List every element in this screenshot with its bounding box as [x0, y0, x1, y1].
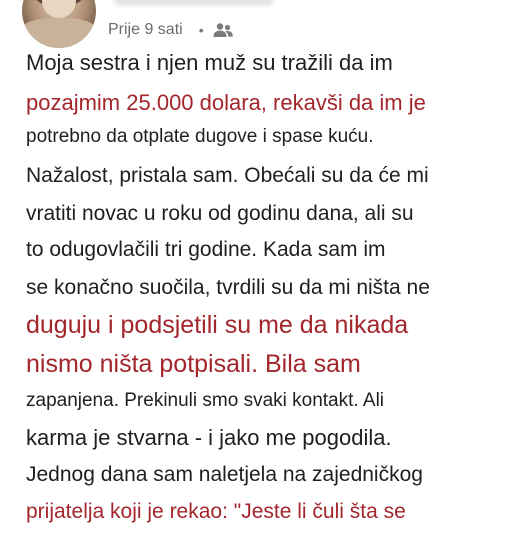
post-line-8: duguju i podsjetili su me da nikada	[26, 311, 409, 339]
post-line-2: pozajmim 25.000 dolara, rekavši da im je	[26, 90, 426, 115]
post-meta	[108, 18, 234, 42]
post-line-6: to odugovlačili tri godine. Kada sam im	[26, 238, 386, 261]
author-name-blurred[interactable]	[114, 0, 274, 6]
post-time[interactable]: Prije 9 sati	[108, 21, 183, 38]
people-icon[interactable]	[212, 22, 234, 38]
meta-separator: •	[198, 22, 204, 38]
post-line-12: Jednog dana sam naletjela na zajedničkog	[26, 463, 423, 486]
post-line-9: nismo ništa potpisali. Bila sam	[26, 350, 361, 378]
post-line-13: prijatelja koji je rekao: "Jeste li čuli šta se	[26, 500, 406, 523]
post-line-1: Moja sestra i njen muž su tražili da im	[26, 50, 393, 75]
post-line-3: potrebno da otplate dugove i spase kuću.	[26, 126, 374, 147]
post-line-5: vratiti novac u roku od godinu dana, ali su	[26, 202, 414, 225]
post-line-4: Nažalost, pristala sam. Obećali su da će mi	[26, 164, 429, 187]
post-line-7: se konačno suočila, tvrdili su da mi ništa ne	[26, 276, 430, 299]
post-line-10: zapanjena. Prekinuli smo svaki kontakt. Ali	[26, 390, 385, 411]
post-line-11: karma je stvarna - i jako me pogodila.	[26, 425, 392, 450]
author-avatar[interactable]	[22, 0, 96, 48]
